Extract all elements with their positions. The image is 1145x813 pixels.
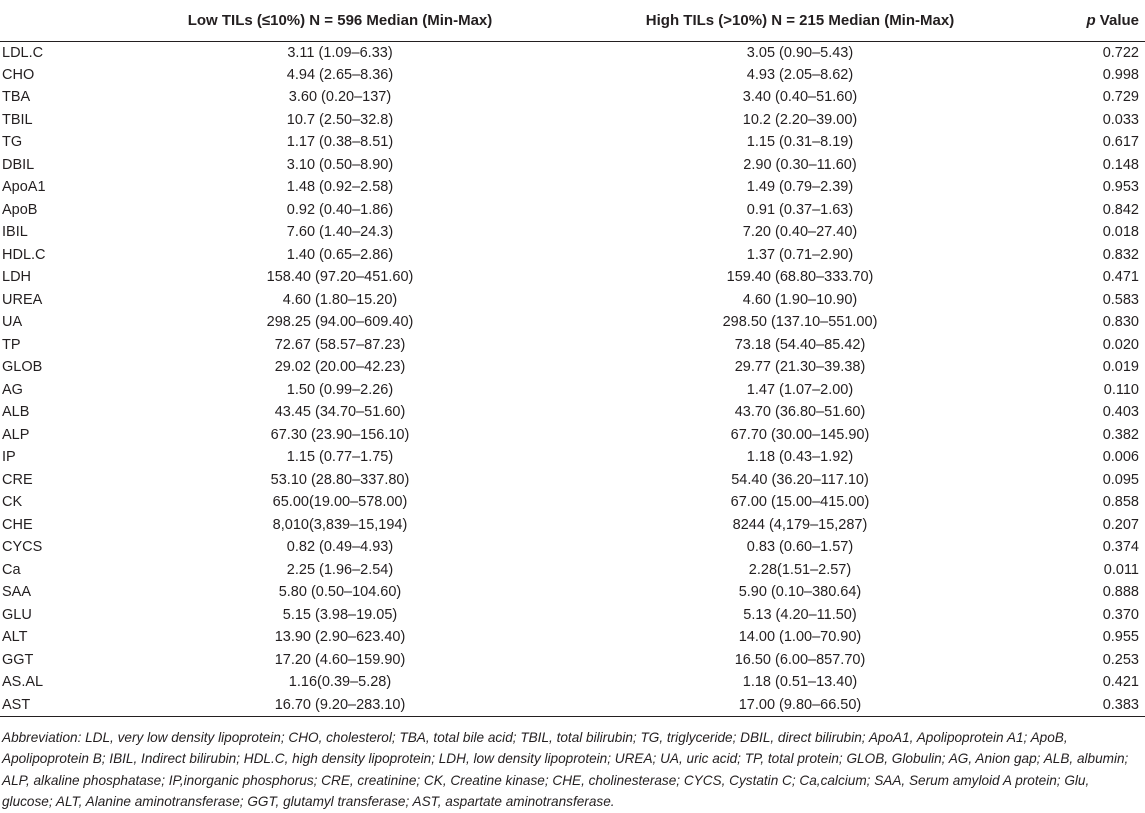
cell-variable: DBIL: [2, 156, 35, 173]
cell-high-tils: 3.40 (0.40–51.60): [742, 89, 858, 106]
table-row: [0, 244, 1145, 267]
cell-variable: AG: [2, 381, 23, 398]
table-row: [0, 626, 1145, 649]
table-row: [0, 176, 1145, 199]
table-row: [0, 64, 1145, 87]
table-row: [0, 379, 1145, 402]
cell-variable: IP: [2, 449, 16, 466]
cell-variable: TG: [2, 134, 23, 151]
cell-variable: ALT: [2, 629, 28, 646]
cell-variable: UA: [2, 314, 23, 331]
table-row: [0, 514, 1145, 537]
cell-low-tils: 2.25 (1.96–2.54): [286, 561, 394, 578]
cell-low-tils: 1.15 (0.77–1.75): [286, 449, 394, 466]
header-low-tils: Low TILs (≤10%) N = 596 Median (Min-Max): [130, 0, 550, 41]
table-row: [0, 401, 1145, 424]
cell-variable: GLU: [2, 606, 32, 623]
table-header: [0, 0, 1145, 41]
table-row: [0, 424, 1145, 447]
cell-high-tils: 43.70 (36.80–51.60): [734, 404, 866, 421]
header-variable: [0, 0, 130, 41]
cell-variable: AST: [0, 694, 130, 717]
table-row: [0, 41, 1145, 64]
cell-high-tils: 5.13 (4.20–11.50): [743, 606, 857, 623]
cell-low-tils: 158.40 (97.20–451.60): [266, 269, 414, 286]
cell-variable: CYCS: [2, 539, 43, 556]
cell-p-value: 0.011: [1103, 561, 1139, 578]
cell-variable: TBIL: [2, 111, 33, 128]
cell-p-value: 0.006: [1102, 449, 1139, 466]
cell-variable: SAA: [2, 584, 32, 601]
table-row: [0, 469, 1145, 492]
cell-high-tils: 1.18 (0.43–1.92): [746, 449, 854, 466]
cell-variable: ApoB: [2, 201, 38, 218]
table-row: [0, 311, 1145, 334]
cell-p-value: 0.207: [1102, 516, 1139, 533]
cell-variable: TP: [2, 336, 21, 353]
cell-high-tils: 29.77 (21.30–39.38): [734, 359, 866, 376]
cell-high-tils: 1.18 (0.51–13.40): [742, 674, 858, 691]
table-row: [0, 86, 1145, 109]
cell-low-tils: 298.25 (94.00–609.40): [266, 314, 414, 331]
table-row: [0, 109, 1145, 132]
cell-high-tils: 159.40 (68.80–333.70): [726, 269, 874, 286]
table-row: [0, 581, 1145, 604]
cell-low-tils: 17.20 (4.60–159.90): [274, 651, 406, 668]
cell-high-tils: 16.50 (6.00–857.70): [734, 651, 866, 668]
cell-low-tils: 65.00(19.00–578.00): [272, 494, 408, 511]
table-row: [0, 199, 1145, 222]
cell-variable: Ca: [2, 561, 21, 578]
cell-p-value: 0.033: [1102, 111, 1139, 128]
cell-variable: CHO: [2, 66, 35, 83]
table-row: [0, 356, 1145, 379]
table-row: [0, 604, 1145, 627]
cell-variable: GGT: [2, 651, 34, 668]
cell-p-value: 0.374: [1102, 539, 1139, 556]
header-p-value: [1050, 0, 1145, 41]
cell-low-tils: 3.10 (0.50–8.90): [286, 156, 394, 173]
cell-p-value: 0.253: [1102, 651, 1139, 668]
cell-low-tils: 13.90 (2.90–623.40): [274, 629, 406, 646]
cell-high-tils: 7.20 (0.40–27.40): [742, 224, 858, 241]
cell-variable: CRE: [2, 471, 33, 488]
table-row: [0, 491, 1145, 514]
cell-p-value: 0.953: [1102, 179, 1139, 196]
cell-high-tils: 1.15 (0.31–8.19): [746, 134, 854, 151]
cell-high-tils: 10.2 (2.20–39.00): [742, 111, 858, 128]
cell-high-tils: 67.70 (30.00–145.90): [730, 426, 870, 443]
cell-high-tils: 67.00 (15.00–415.00): [730, 494, 870, 511]
table-row: [0, 289, 1145, 312]
table-row: [0, 649, 1145, 672]
table-row: [0, 671, 1145, 694]
table-row: [0, 221, 1145, 244]
cell-p-value: 0.858: [1102, 494, 1139, 511]
cell-low-tils: 4.94 (2.65–8.36): [286, 66, 394, 83]
cell-p-value: 0.403: [1102, 404, 1139, 421]
cell-high-tils: 1.47 (1.07–2.00): [746, 381, 854, 398]
cell-low-tils: 1.48 (0.92–2.58): [286, 179, 394, 196]
table-row: [0, 334, 1145, 357]
cell-variable: UREA: [2, 291, 43, 308]
table-row: [0, 131, 1145, 154]
cell-variable: ALP: [2, 426, 30, 443]
cell-low-tils: 4.60 (1.80–15.20): [282, 291, 398, 308]
header-row: [0, 0, 1145, 41]
cell-variable: ALB: [2, 404, 30, 421]
cell-p-value: 0.830: [1102, 314, 1139, 331]
cell-high-tils: 54.40 (36.20–117.10): [731, 471, 869, 488]
cell-p-value: 0.382: [1102, 426, 1139, 443]
table-row: [0, 559, 1145, 582]
cell-p-value: 0.998: [1102, 66, 1139, 83]
cell-p-value: 0.842: [1102, 201, 1139, 218]
table-row: [0, 266, 1145, 289]
cell-p-value: 0.471: [1102, 269, 1139, 286]
cell-variable: TBA: [2, 89, 31, 106]
cell-high-tils: 0.91 (0.37–1.63): [746, 201, 854, 218]
cell-low-tils: 3.11 (1.09–6.33): [287, 44, 393, 61]
cell-high-tils: 4.60 (1.90–10.90): [742, 291, 858, 308]
cell-p-value: 0.421: [1102, 674, 1139, 691]
cell-high-tils: 2.28(1.51–2.57): [748, 561, 852, 578]
cell-low-tils: 1.50 (0.99–2.26): [286, 381, 394, 398]
cell-variable: CK: [2, 494, 23, 511]
cell-low-tils: 1.17 (0.38–8.51): [286, 134, 394, 151]
cell-low-tils: 1.16(0.39–5.28): [288, 674, 392, 691]
cell-high-tils: 1.37 (0.71–2.90): [746, 246, 854, 263]
cell-p-value: 0.095: [1102, 471, 1139, 488]
table-body: [0, 41, 1145, 716]
cell-low-tils: 5.15 (3.98–19.05): [282, 606, 398, 623]
cell-low-tils: 1.40 (0.65–2.86): [286, 246, 394, 263]
cell-p-value: 0.383: [1050, 694, 1145, 717]
cell-p-value: 0.019: [1102, 359, 1139, 376]
cell-low-tils: 72.67 (58.57–87.23): [274, 336, 406, 353]
table-row: [0, 446, 1145, 469]
cell-high-tils: 1.49 (0.79–2.39): [746, 179, 854, 196]
cell-low-tils: 53.10 (28.80–337.80): [270, 471, 410, 488]
cell-low-tils: 10.7 (2.50–32.8): [286, 111, 394, 128]
cell-low-tils: 16.70 (9.20–283.10): [130, 694, 550, 717]
cell-p-value: 0.832: [1102, 246, 1139, 263]
abbreviation-footnote: Abbreviation: LDL, very low density lipoprotein; CHO, cholesterol; TBA, total bile acid; TBIL, total bilirubin; TG, triglyceride; DBIL, direct bilirubin; ApoA1, Apolipoprotein A1; ApoB, Apolipoprotein B; IBIL, Indirect bilirubin; HDL.C, high density lipoprotein; LDH, low density lipoprotein; UREA; UA, uric acid; TP, total protein; GLOB, Globulin; AG, Anion gap; ALB, albumin; ALP, alkaline phosphatase; IP,inorganic phosphorus; CRE, creatinine; CK, Creatine kinase; CHE, cholinesterase; CYCS, Cystatin C; Ca,calcium; SAA, Serum amyloid A protein; Glu, glucose; ALT, Alanine aminotransferase; GGT, glutamyl transferase; AST, aspartate aminotransferase.: [2, 729, 1129, 809]
cell-high-tils: 14.00 (1.00–70.90): [738, 629, 862, 646]
cell-variable: LDL.C: [2, 44, 44, 61]
cell-variable: ApoA1: [2, 179, 46, 196]
table-row: [0, 694, 1145, 717]
cell-p-value: 0.110: [1103, 381, 1139, 398]
cell-p-value: 0.722: [1102, 44, 1139, 61]
cell-high-tils: 17.00 (9.80–66.50): [550, 694, 1050, 717]
cell-high-tils: 2.90 (0.30–11.60): [743, 156, 857, 173]
cell-variable: AS.AL: [2, 674, 44, 691]
header-p-letter: p: [1086, 11, 1096, 29]
cell-variable: IBIL: [2, 224, 28, 241]
cell-p-value: 0.020: [1102, 336, 1139, 353]
cell-variable: HDL.C: [2, 246, 46, 263]
header-high-tils: High TILs (>10%) N = 215 Median (Min-Max): [550, 0, 1050, 41]
cell-low-tils: 29.02 (20.00–42.23): [274, 359, 406, 376]
cell-variable: LDH: [2, 269, 32, 286]
cell-p-value: 0.148: [1102, 156, 1139, 173]
cell-low-tils: 3.60 (0.20–137): [288, 89, 392, 106]
cell-p-value: 0.370: [1102, 606, 1139, 623]
cell-high-tils: 73.18 (54.40–85.42): [734, 336, 866, 353]
cell-low-tils: 7.60 (1.40–24.3): [286, 224, 394, 241]
cell-p-value: 0.729: [1102, 89, 1139, 106]
cell-high-tils: 298.50 (137.10–551.00): [722, 314, 878, 331]
cell-low-tils: 67.30 (23.90–156.10): [270, 426, 410, 443]
cell-high-tils: 5.90 (0.10–380.64): [738, 584, 862, 601]
cell-p-value: 0.018: [1102, 224, 1139, 241]
cell-low-tils: 0.92 (0.40–1.86): [286, 201, 394, 218]
cell-p-value: 0.955: [1102, 629, 1139, 646]
table-row: [0, 536, 1145, 559]
cell-p-value: 0.617: [1102, 134, 1139, 151]
cell-high-tils: 4.93 (2.05–8.62): [746, 66, 854, 83]
cell-p-value: 0.888: [1102, 584, 1139, 601]
cell-variable: GLOB: [2, 359, 43, 376]
cell-p-value: 0.583: [1102, 291, 1139, 308]
header-p-suffix: Value: [1095, 11, 1139, 29]
cell-variable: CHE: [2, 516, 33, 533]
cell-low-tils: 43.45 (34.70–51.60): [274, 404, 406, 421]
table-row: [0, 154, 1145, 177]
cell-low-tils: 0.82 (0.49–4.93): [286, 539, 394, 556]
cell-high-tils: 3.05 (0.90–5.43): [746, 44, 854, 61]
cell-low-tils: 5.80 (0.50–104.60): [278, 584, 402, 601]
cell-high-tils: 8244 (4,179–15,287): [732, 516, 868, 533]
cell-high-tils: 0.83 (0.60–1.57): [746, 539, 854, 556]
cell-low-tils: 8,010(3,839–15,194): [272, 516, 408, 533]
